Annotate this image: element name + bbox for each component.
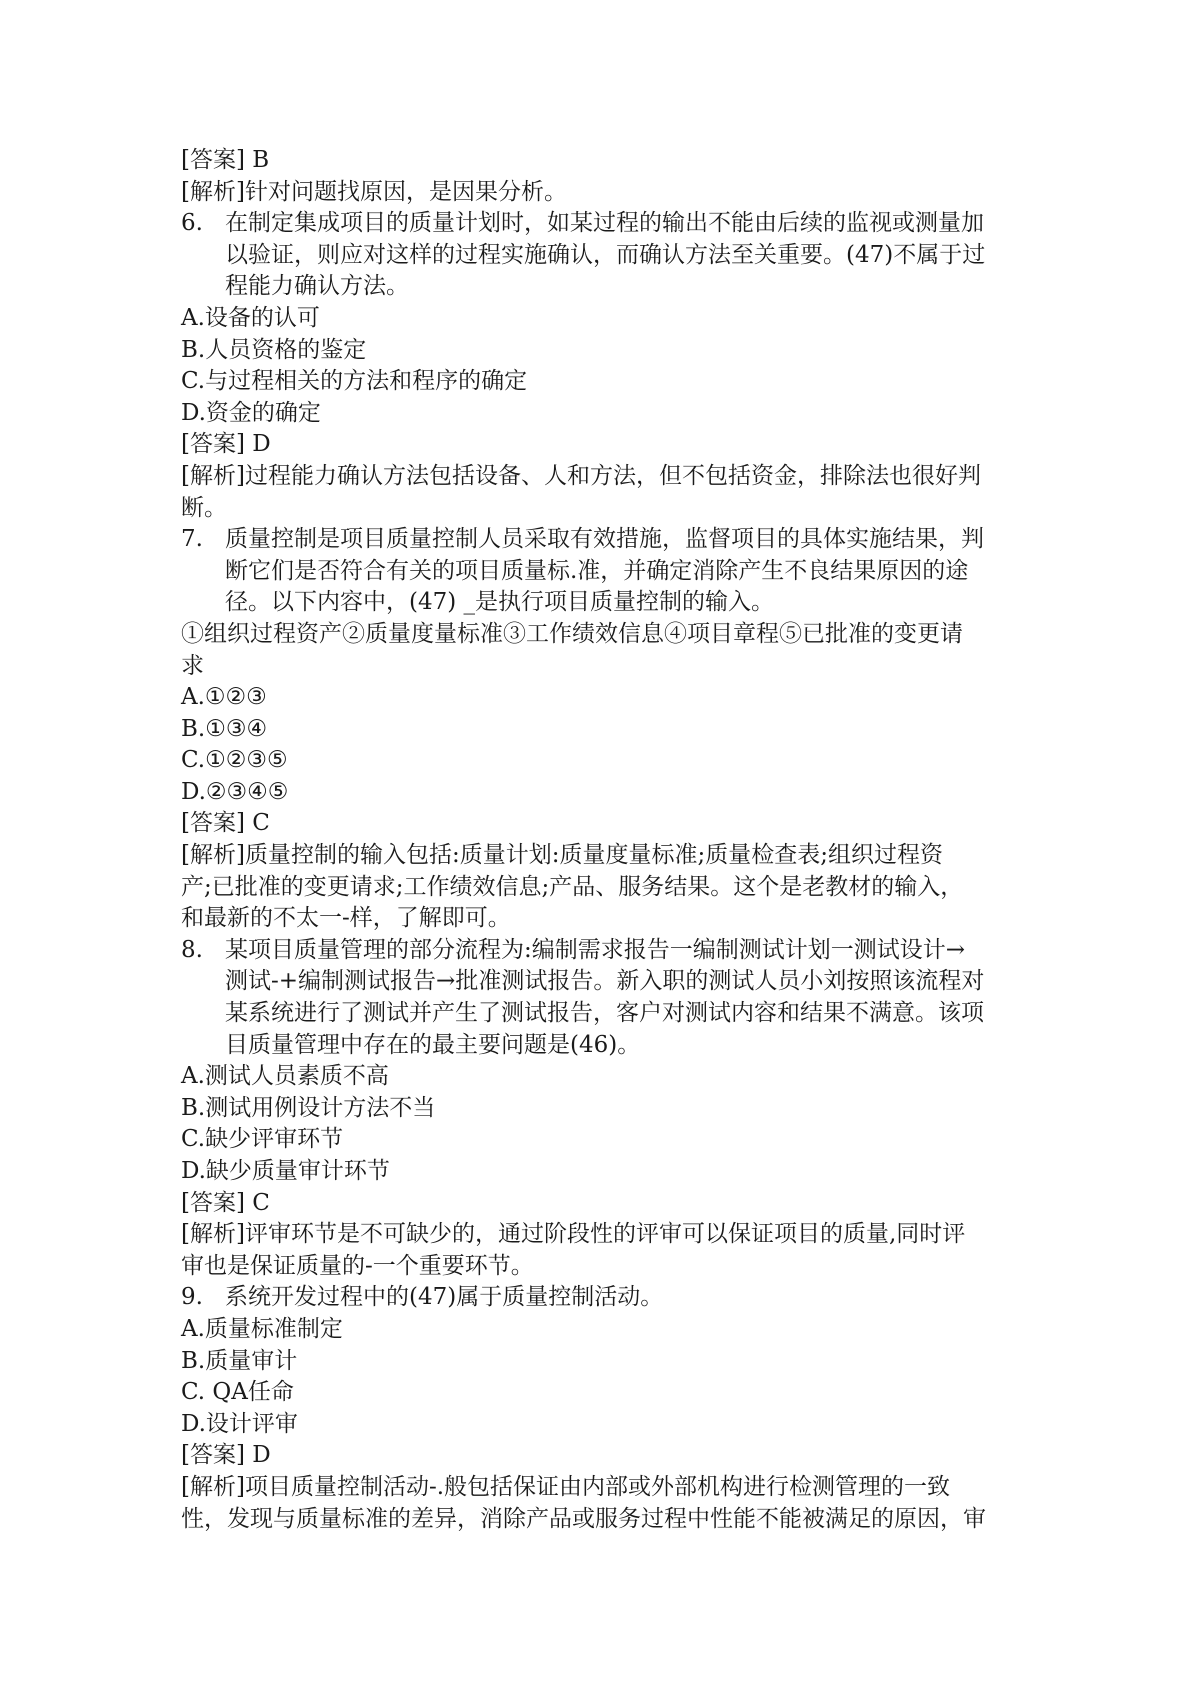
answer-line: [答案] C [181, 1189, 270, 1216]
option-line: A.设备的认可 [181, 304, 320, 331]
analysis-line: [解析]项目质量控制活动-.般包括保证由内部或外部机构进行检测管理的一致 [181, 1473, 951, 1500]
question-line [181, 587, 1019, 619]
question-text: 系统开发过程中的(47)属于质量控制活动。 [225, 1284, 664, 1311]
option-line: B.测试用例设计方法不当 [181, 1094, 436, 1121]
option-line: C.①②③⑤ [181, 747, 288, 774]
question-text: 径。以下内容中，(47) _是执行项目质量控制的输入。 [225, 589, 775, 616]
analysis-line: 审也是保证质量的-一个重要环节。 [181, 1252, 534, 1279]
option-line: C.缺少评审环节 [181, 1126, 344, 1153]
question-line [181, 1030, 1019, 1062]
question-line [181, 271, 1019, 303]
question-number: 8. [181, 936, 203, 963]
question-line [181, 966, 1019, 998]
question-text: 某系统进行了测试并产生了测试报告，客户对测试内容和结果不满意。该项 [225, 1000, 984, 1027]
answer-line: [答案] C [181, 810, 270, 837]
analysis-line: 和最新的不太一-样，了解即可。 [181, 905, 511, 932]
option-line: D.资金的确定 [181, 399, 321, 426]
analysis-line: 断。 [181, 494, 227, 521]
option-line: A.①②③ [181, 684, 267, 711]
question-line [181, 208, 1019, 240]
analysis-block [181, 461, 1019, 524]
question-9 [181, 1282, 1019, 1314]
analysis-line: 产;已批准的变更请求;工作绩效信息;产品、服务结果。这个是老教材的输入， [181, 873, 964, 900]
paragraph-line: 求 [181, 652, 204, 679]
answer-line: [答案] B [181, 147, 270, 173]
question-text: 以验证，则应对这样的过程实施确认，而确认方法至关重要。(47)不属于过 [225, 241, 986, 268]
option-line: B.人员资格的鉴定 [181, 336, 367, 363]
question-line [181, 935, 1019, 967]
question-number: 9. [181, 1284, 203, 1311]
option-line: A.测试人员素质不高 [181, 1063, 389, 1090]
option-line: D.设计评审 [181, 1410, 298, 1437]
analysis-block [181, 1219, 1019, 1282]
question-line [181, 524, 1019, 556]
question-number: 7. [181, 526, 203, 553]
question-number: 6. [181, 210, 203, 237]
paragraph-line: ①组织过程资产②质量度量标准③工作绩效信息④项目章程⑤已批准的变更请 [181, 620, 963, 647]
analysis-line: [解析]质量控制的输入包括:质量计划:质量度量标准;质量检查表;组织过程资 [181, 842, 943, 869]
answer-line: [答案] D [181, 431, 271, 458]
analysis-block [181, 1472, 1019, 1535]
question-7 [181, 524, 1019, 619]
question-8 [181, 935, 1019, 1061]
answer-line: [答案] D [181, 1442, 271, 1469]
question-line [181, 240, 1019, 272]
analysis-line: [解析]针对问题找原因，是因果分析。 [181, 178, 567, 205]
analysis-line: [解析]评审环节是不可缺少的，通过阶段性的评审可以保证项目的质量,同时评 [181, 1221, 966, 1248]
analysis-line: [解析]过程能力确认方法包括设备、人和方法，但不包括资金，排除法也很好判 [181, 462, 981, 489]
question-line [181, 1282, 1019, 1314]
question-text: 某项目质量管理的部分流程为:编制需求报告一编制测试计划一测试设计→ [225, 936, 966, 963]
question-text: 质量控制是项目质量控制人员采取有效措施，监督项目的具体实施结果，判 [225, 526, 984, 553]
question-text: 在制定集成项目的质量计划时，如某过程的输出不能由后续的监视或测量加 [225, 210, 984, 237]
question-line [181, 556, 1019, 588]
paragraph-block [181, 619, 1019, 682]
question-text: 程能力确认方法。 [225, 273, 409, 300]
analysis-line: 性，发现与质量标准的差异，消除产品或服务过程中性能不能被满足的原因，审 [181, 1505, 986, 1532]
analysis-block [181, 840, 1019, 935]
option-line: A.质量标准制定 [181, 1315, 343, 1342]
document-content [181, 145, 1019, 1535]
option-line: D.缺少质量审计环节 [181, 1158, 390, 1184]
question-6 [181, 208, 1019, 303]
option-line: B.①③④ [181, 715, 268, 742]
option-line: C. QA任命 [181, 1379, 294, 1406]
option-line: C.与过程相关的方法和程序的确定 [181, 368, 528, 395]
question-text: 目质量管理中存在的最主要问题是(46)。 [225, 1031, 641, 1058]
question-text: 断它们是否符合有关的项目质量标.准，并确定消除产生不良结果原因的途 [225, 557, 969, 584]
question-text: 测试-+编制测试报告→批准测试报告。新入职的测试人员小刘按照该流程对 [225, 968, 985, 995]
option-line: B.质量审计 [181, 1347, 298, 1374]
question-line [181, 998, 1019, 1030]
option-line: D.②③④⑤ [181, 778, 289, 805]
